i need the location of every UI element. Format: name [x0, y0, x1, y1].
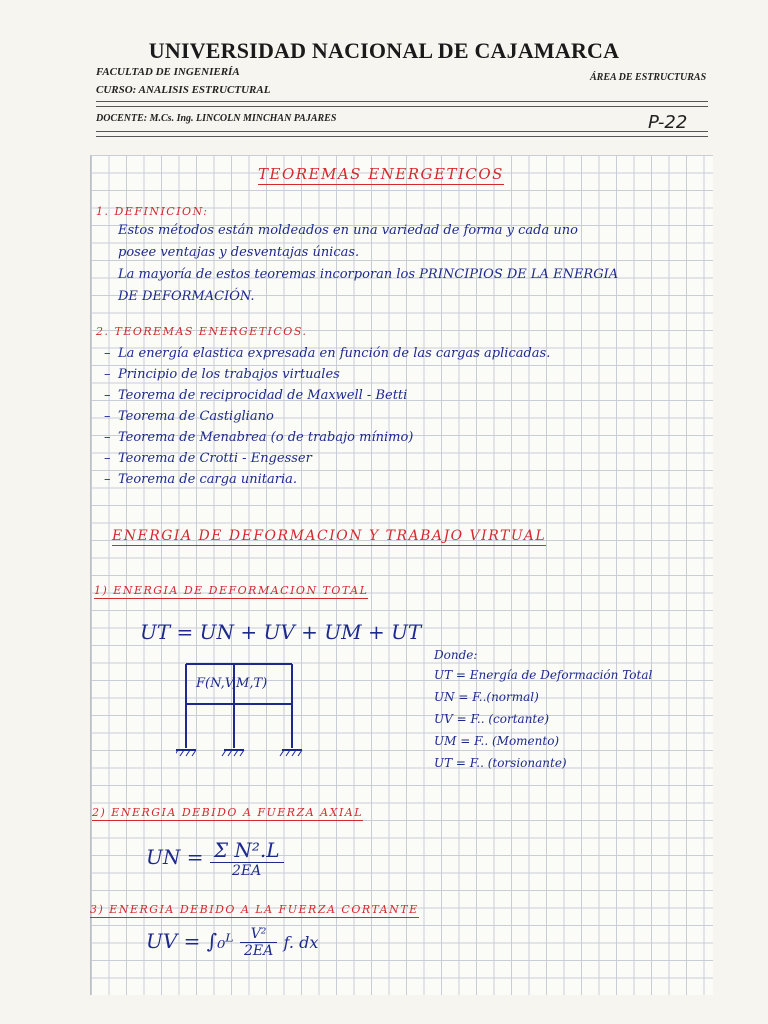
equation-shear-denominator: 2EA	[243, 943, 274, 959]
university-title: UNIVERSIDAD NACIONAL DE CAJAMARCA	[148, 38, 620, 63]
section2-item: – La energía elastica expresada en función de las cargas aplicadas.	[104, 346, 551, 361]
donde-label: Donde:	[434, 648, 478, 662]
area-label: ÁREA DE ESTRUCTURAS	[590, 72, 707, 83]
page-code: P-22	[648, 112, 688, 133]
equation-axial	[146, 838, 284, 879]
section2-item: – Teorema de carga unitaria.	[104, 472, 298, 487]
section2-heading: 2. TEOREMAS ENERGETICOS.	[96, 325, 308, 338]
section1-line-2: posee ventajas y desventajas únicas.	[118, 245, 360, 260]
subsection-shear: 3) ENERGIA DEBIDO A LA FUERZA CORTANTE	[90, 903, 419, 916]
equation-shear-lhs: UV = ∫₀ᴸ	[146, 929, 234, 953]
section2-item-text: Teorema de Crotti - Engesser	[118, 451, 312, 466]
section1-line-4: DE DEFORMACIÓN.	[118, 289, 255, 304]
subsection-total-energy: 1) ENERGIA DE DEFORMACION TOTAL	[94, 584, 369, 597]
equation-axial-numerator: Σ N².L	[210, 838, 284, 863]
section2-item-text: La energía elastica expresada en función de las cargas aplicadas.	[118, 346, 551, 361]
donde-item: UN = F..(normal)	[434, 690, 539, 704]
subsection-axial: 2) ENERGIA DEBIDO A FUERZA AXIAL	[92, 806, 364, 819]
header-divider	[96, 101, 708, 107]
section2-item-text: Principio de los trabajos virtuales	[118, 367, 340, 382]
section2-item: – Teorema de reciprocidad de Maxwell - Betti	[104, 388, 408, 403]
donde-item: UM = F.. (Momento)	[434, 734, 560, 748]
section2-item-text: Teorema de reciprocidad de Maxwell - Betti	[118, 388, 408, 403]
equation-axial-denominator: 2EA	[232, 863, 262, 879]
equation-shear-fraction	[240, 926, 277, 959]
equation-axial-fraction	[210, 838, 284, 879]
header-divider-2	[96, 131, 708, 137]
section1-line-1: Estos métodos están moldeados en una variedad de forma y cada uno	[118, 223, 578, 238]
section2-item-text: Teorema de Castigliano	[118, 409, 274, 424]
section2-item: – Principio de los trabajos virtuales	[104, 367, 340, 382]
donde-item: UT = F.. (torsionante)	[434, 756, 567, 770]
notes-title: TEOREMAS ENERGETICOS	[258, 165, 504, 183]
faculty-label: FACULTAD DE INGENIERÍA	[96, 66, 240, 78]
section1-heading: 1. DEFINICION:	[96, 205, 209, 218]
frame-force-label: F(N,V,M,T)	[196, 676, 268, 691]
equation-shear	[146, 926, 318, 959]
teacher-label: DOCENTE: M.Cs. Ing. LINCOLN MINCHAN PAJARES	[96, 113, 337, 124]
section2-item-text: Teorema de Menabrea (o de trabajo mínimo)	[118, 430, 414, 445]
portal-frame-diagram	[176, 658, 306, 770]
section2-item: – Teorema de Menabrea (o de trabajo mínimo)	[104, 430, 414, 445]
section1-line-3: La mayoría de estos teoremas incorporan los PRINCIPIOS DE LA ENERGIA	[118, 267, 619, 282]
section3-title: ENERGIA DE DEFORMACION Y TRABAJO VIRTUAL	[112, 528, 547, 544]
section2-item: – Teorema de Crotti - Engesser	[104, 451, 312, 466]
equation-axial-lhs: UN =	[146, 845, 204, 869]
course-label: CURSO: ANALISIS ESTRUCTURAL	[96, 84, 271, 96]
equation-shear-numerator: V²	[240, 926, 277, 943]
section2-item-text: Teorema de carga unitaria.	[118, 472, 298, 487]
donde-item: UV = F.. (cortante)	[434, 712, 550, 726]
donde-item: UT = Energía de Deformación Total	[434, 668, 653, 682]
equation-shear-tail: f. dx	[283, 933, 319, 952]
section2-item: – Teorema de Castigliano	[104, 409, 274, 424]
equation-total-energy: UT = UN + UV + UM + UT	[140, 620, 422, 644]
